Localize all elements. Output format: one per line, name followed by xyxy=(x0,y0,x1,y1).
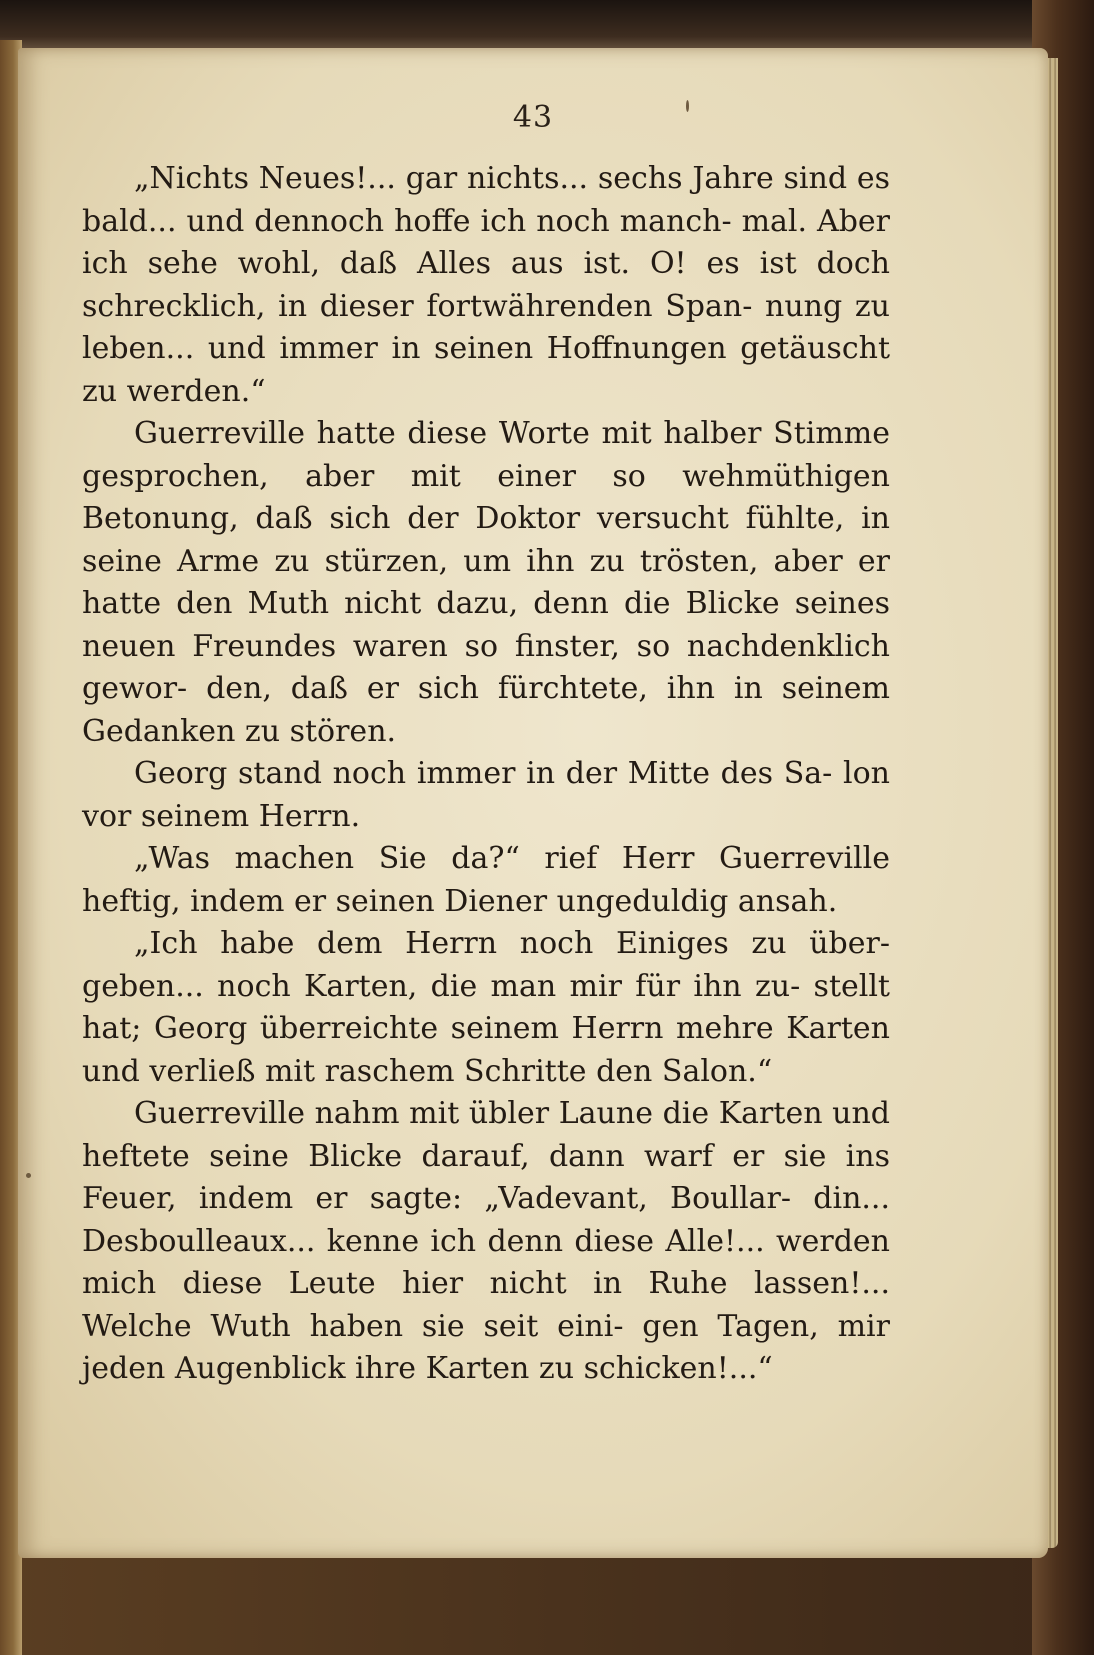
paragraph-2: Guerreville hatte diese Worte mit halber Stimme gesprochen, aber mit einer so wehmüthigen Betonung, daß sich der Doktor versucht fühlte, in seine Arme zu stürzen, um ihn zu trösten, aber er hatte den Muth nicht dazu, denn die Blicke seines neuen Freundes waren so finster, so nachdenklich gewor- den, daß er sich fürchtete, ihn in seinem Gedanken zu stören. xyxy=(82,416,890,749)
paragraph-3: Georg stand noch immer in der Mitte des Sa- lon vor seinem Herrn. xyxy=(82,756,890,834)
paragraph-4: „Was machen Sie da?“ rief Herr Guerreville heftig, indem er seinen Diener ungeduldig ansah. xyxy=(82,841,890,919)
paragraph-5: „Ich habe dem Herrn noch Einiges zu über- geben... noch Karten, die man mir für ihn zu- stellt hat; Georg überreichte seinem Herrn mehre Karten und verließ mit raschem Schritte den Salon.“ xyxy=(82,926,890,1089)
page-text xyxy=(82,158,890,1391)
paper-speck xyxy=(26,1173,31,1178)
paper-speck xyxy=(686,100,689,112)
paragraph-1: „Nichts Neues!... gar nichts... sechs Jahre sind es bald... und dennoch hoffe ich noch manch- mal. Aber ich sehe wohl, daß Alles aus ist. O! es ist doch schrecklich, in dieser fortwährenden Span- nung zu leben... und immer in seinen Hoffnungen getäuscht zu werden.“ xyxy=(82,161,890,409)
page-number: 43 xyxy=(512,100,554,135)
book-page xyxy=(18,48,1048,1558)
paragraph-6: Guerreville nahm mit übler Laune die Karten und heftete seine Blicke darauf, dann warf er sie ins Feuer, indem er sagte: „Vadevant, Boullar- din... Desboulleaux... kenne ich denn diese Alle!... werden mich diese Leute hier nicht in Ruhe lassen!... Welche Wuth haben sie seit eini- gen Tagen, mir jeden Augenblick ihre Karten zu schicken!...“ xyxy=(82,1096,890,1386)
book-cover-top xyxy=(0,0,1094,52)
